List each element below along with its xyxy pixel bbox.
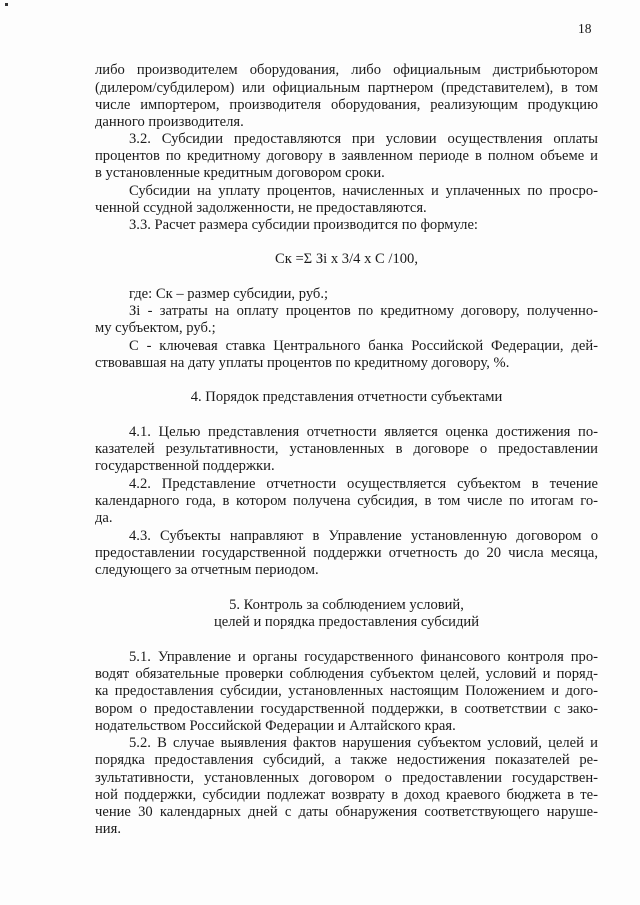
text-line: 5.1. Управление и органы государственного финансового контроля про- (129, 649, 598, 665)
text-line: 4.1. Целью представления отчетности является оценка достижения по- (129, 424, 598, 440)
text-line: 3.2. Субсидии предоставляются при условии осуществления оплаты (129, 131, 598, 147)
text-line: предоставлении государственной поддержки отчетность до 20 числа месяца, (95, 545, 598, 561)
text-line: следующего за отчетным периодом. (95, 562, 319, 578)
text-line: нодательством Российской Федерации и Алтайского края. (95, 718, 456, 734)
formula: Ск =Σ Зi x 3/4 x С /100, (274, 251, 419, 267)
text-line: 5.2. В случае выявления фактов нарушения субъектом условий, целей и (129, 735, 598, 751)
scan-mark (5, 3, 8, 6)
text-line: Субсидии на уплату процентов, начисленных и уплаченных по просро- (129, 183, 598, 199)
text-line: государственной поддержки. (95, 458, 275, 474)
text-line: числе импортером, производителя оборудования, реализующим продукцию (95, 97, 598, 113)
text-line: ченной ссудной задолженности, не предоставляются. (95, 200, 427, 216)
text-line: С - ключевая ставка Центрального банка Российской Федерации, дей- (129, 338, 598, 354)
text-line: ной поддержки, субсидии подлежат возврату в доход краевого бюджета в те- (95, 787, 598, 803)
page-number: 18 (578, 21, 592, 36)
section-heading: целей и порядка предоставления субсидий (213, 614, 480, 630)
text-line: 4.3. Субъекты направляют в Управление установленную договором о (129, 528, 598, 544)
text-line: вором о предоставлении государственной поддержки, в соответствии с зако- (95, 701, 598, 717)
text-line: данного производителя. (95, 114, 244, 130)
text-line: процентов по кредитному договору в заявленном периоде в полном объеме и (95, 148, 598, 164)
text-line: ния. (95, 821, 121, 837)
text-line: порядка предоставления субсидий, а также недостижения показателей ре- (95, 752, 598, 768)
text-line: ка предоставления субсидии, установленных настоящим Положением и дого- (95, 683, 598, 699)
text-line: (дилером/субдилером) или официальным партнером (представителем), в том (95, 80, 598, 96)
section-heading: 4. Порядок представления отчетности субъектами (190, 389, 503, 405)
text-line: где: Ск – размер субсидии, руб.; (129, 286, 329, 302)
text-line: чение 30 календарных дней с даты обнаружения соответствующего наруше- (95, 804, 598, 820)
text-line: водят обязательные проверки соблюдения субъектом целей, условий и поряд- (95, 666, 598, 682)
section-heading: 5. Контроль за соблюдением условий, (229, 597, 464, 613)
text-line: Зi - затраты на оплату процентов по кредитному договору, полученно- (129, 303, 598, 319)
text-line: в установленные кредитным договором сроки. (95, 165, 385, 181)
text-line: му субъектом, руб.; (95, 320, 216, 336)
text-line: казателей результативности, установленных в договоре о предоставлении (95, 441, 598, 457)
text-line: зультативности, установленных договором о предоставлении государствен- (95, 770, 598, 786)
text-line: ствовавшая на дату уплаты процентов по кредитному договору, %. (95, 355, 510, 371)
text-line: либо производителем оборудования, либо официальным дистрибьютором (95, 62, 598, 78)
text-line: календарного года, в котором получена субсидия, в том числе по итогам го- (95, 493, 598, 509)
text-line: да. (95, 510, 113, 526)
text-line: 3.3. Расчет размера субсидии производится по формуле: (129, 217, 478, 233)
text-line: 4.2. Представление отчетности осуществляется субъектом в течение (129, 476, 598, 492)
